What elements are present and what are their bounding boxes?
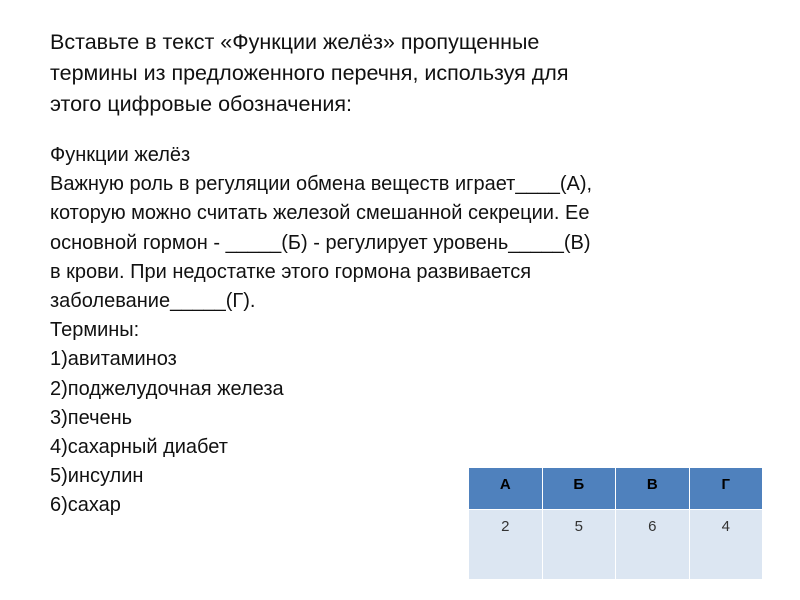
text-line-5: заболевание_____(Г). — [50, 290, 256, 313]
term-item: 6)сахар — [50, 494, 121, 517]
text-line-2: которую можно считать железой смешанной секреции. Ее — [50, 202, 590, 225]
text-line-3: основной гормон - _____(Б) - регулирует уровень_____(В) — [50, 231, 591, 254]
glands-text-block — [50, 141, 750, 521]
answer-header-g: Г — [689, 468, 763, 510]
term-item: 1)авитаминоз — [50, 348, 177, 371]
text-line-4: в крови. При недостатке этого гормона развивается — [50, 260, 532, 283]
term-item: 3)печень — [50, 406, 133, 429]
answer-cell-b[interactable]: 5 — [542, 510, 616, 580]
term-item: 5)инсулин — [50, 465, 144, 488]
answer-table-header-row — [469, 468, 763, 510]
instruction-line-3: этого цифровые обозначения: — [50, 92, 352, 116]
instruction-line-2: термины из предложенного перечня, используя для — [50, 61, 569, 85]
task-instruction — [50, 27, 750, 120]
terms-heading: Термины: — [50, 319, 140, 342]
answer-header-b: Б — [542, 468, 616, 510]
answer-header-v: В — [616, 468, 690, 510]
answer-cell-v[interactable]: 6 — [616, 510, 690, 580]
answer-header-a: А — [469, 468, 543, 510]
instruction-line-1: Вставьте в текст «Функции желёз» пропущенные — [50, 30, 540, 54]
term-item: 2)поджелудочная железа — [50, 377, 284, 400]
text-line-1: Важную роль в регуляции обмена веществ играет____(А), — [50, 173, 593, 196]
answer-table-values-row — [469, 510, 763, 580]
text-title: Функции желёз — [50, 144, 191, 166]
answer-table — [468, 467, 763, 580]
answer-cell-g[interactable]: 4 — [689, 510, 763, 580]
answer-cell-a[interactable]: 2 — [469, 510, 543, 580]
term-item: 4)сахарный диабет — [50, 436, 228, 459]
